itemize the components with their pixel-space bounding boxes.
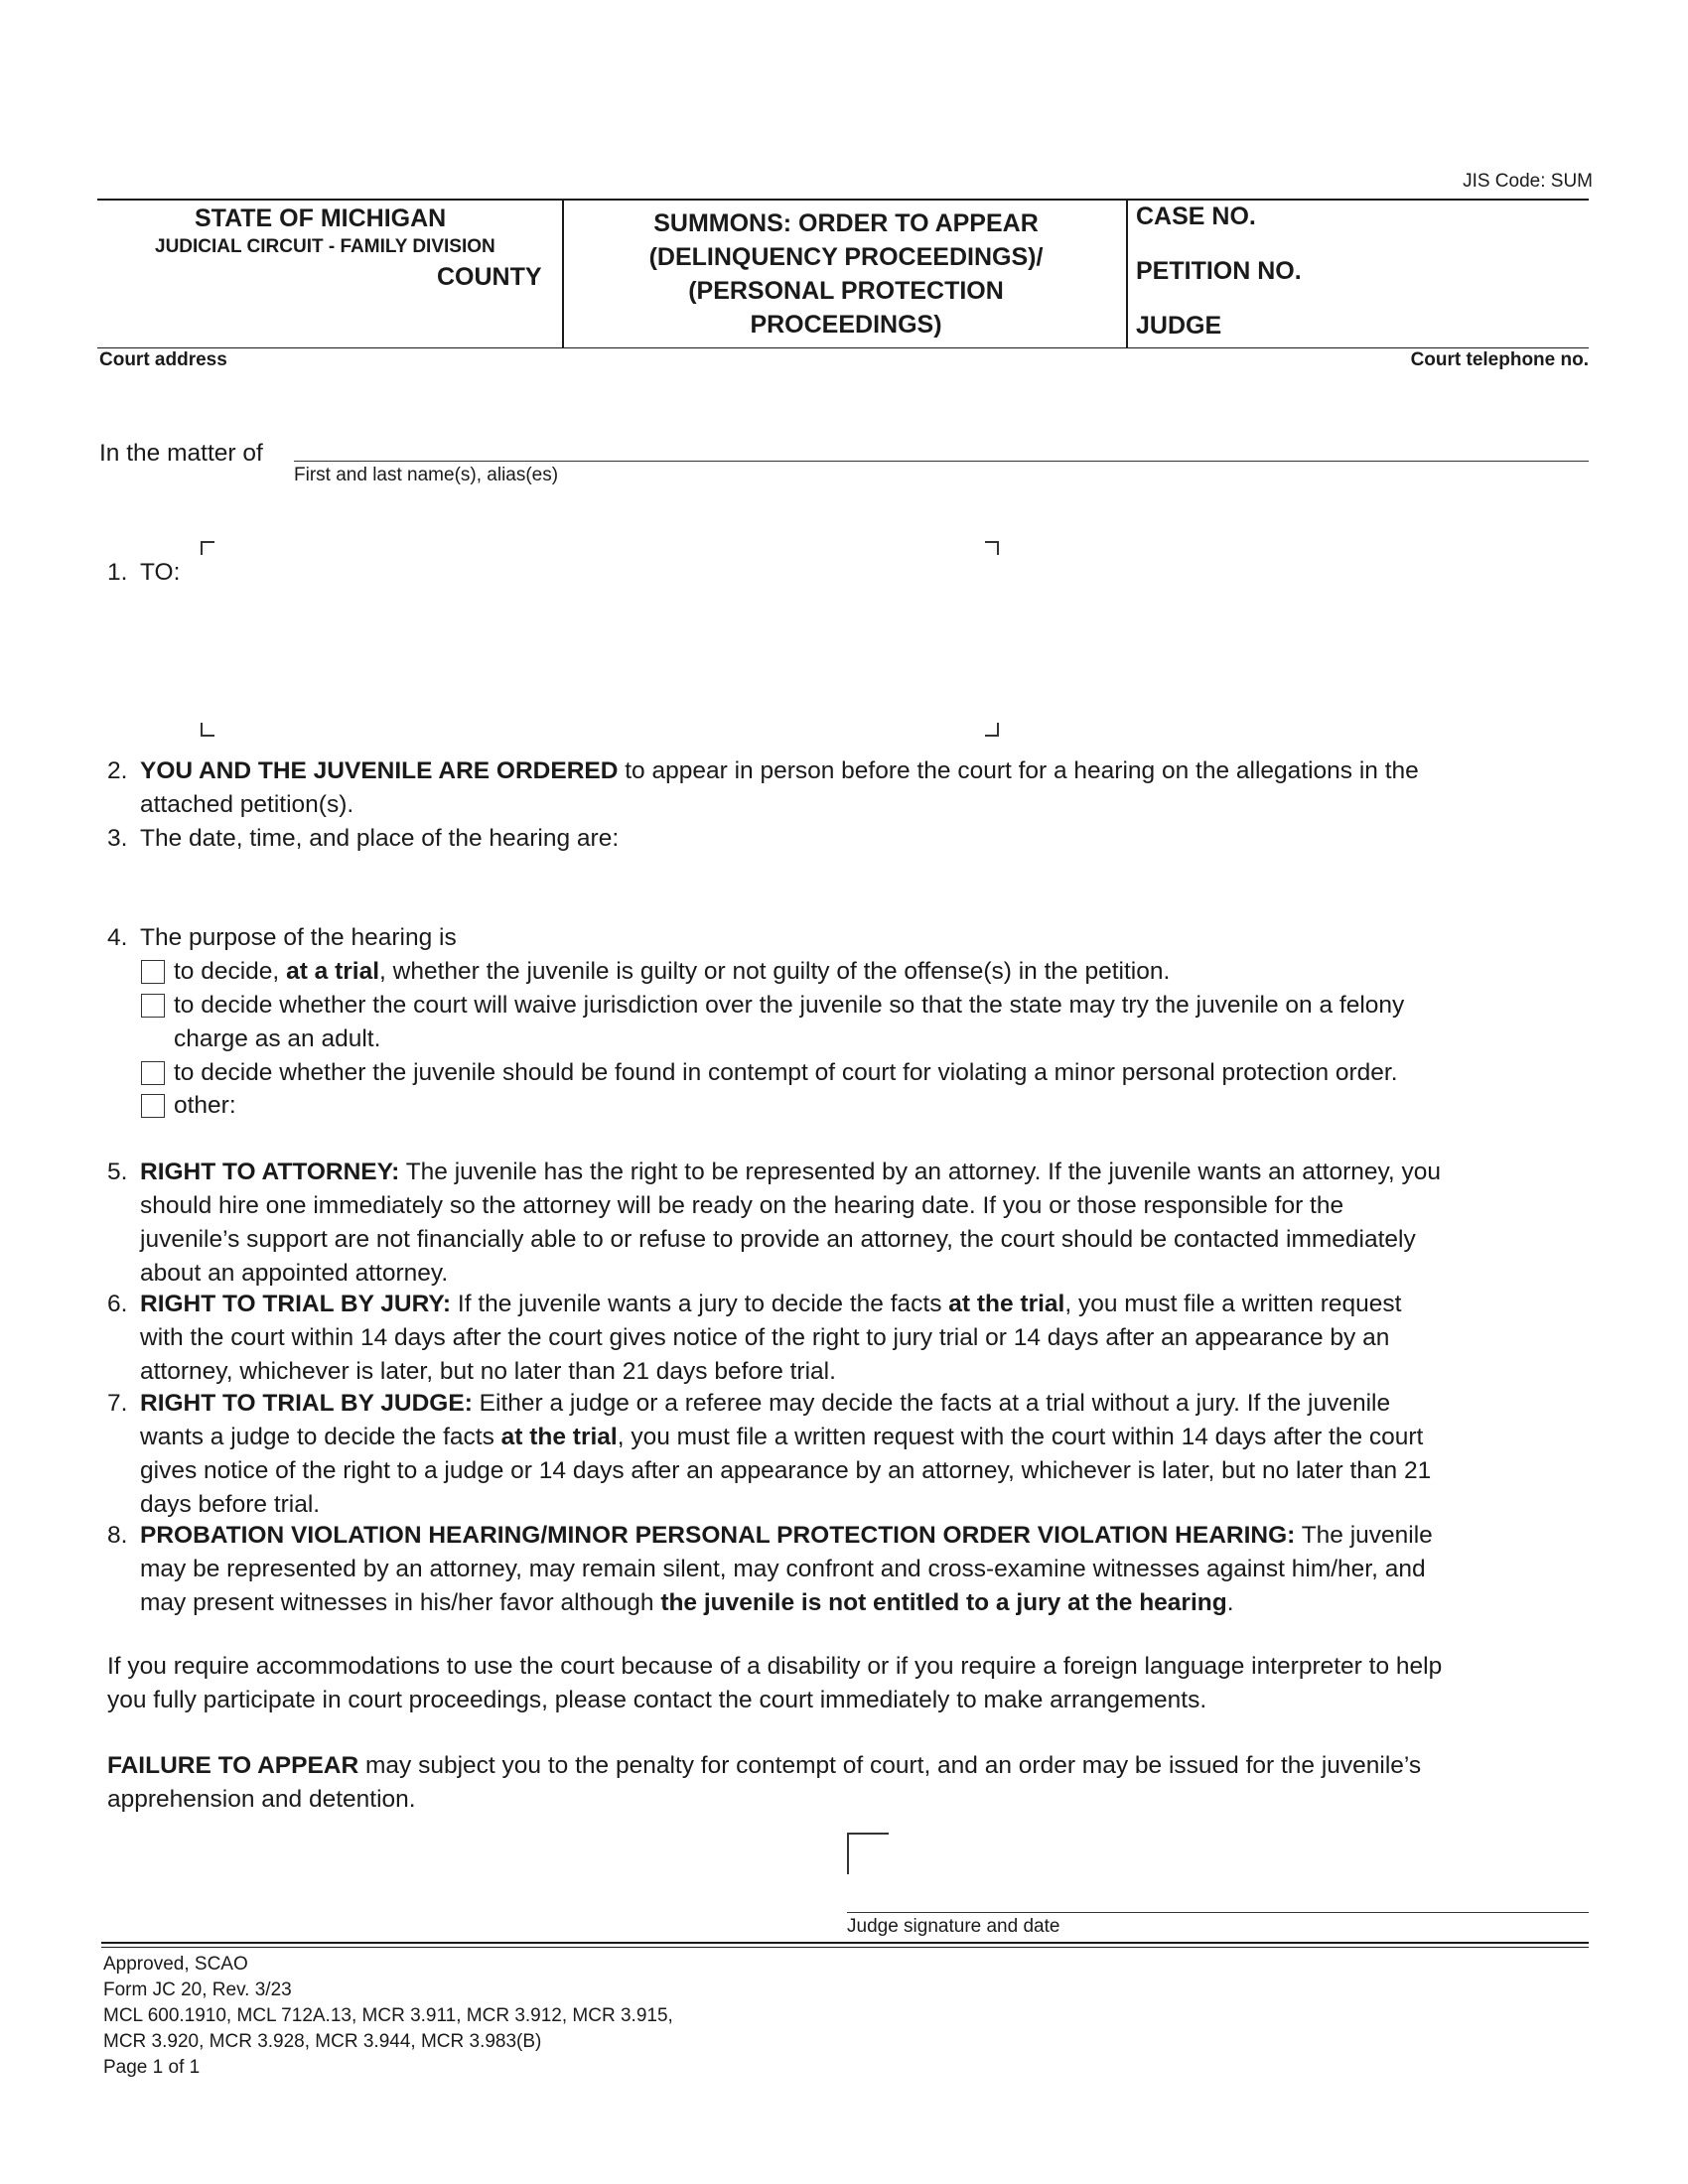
item-3-number: 3. (107, 825, 128, 852)
footer-rule-top (101, 1942, 1589, 1944)
item-2-number: 2. (107, 757, 128, 784)
state-name: STATE OF MICHIGAN (195, 205, 447, 232)
option-other: other: (174, 1092, 236, 1119)
item-7-bold-2: at the trial (500, 1424, 618, 1450)
option-trial-bold: at a trial (286, 958, 380, 985)
petition-no-label: PETITION NO. (1136, 257, 1302, 285)
accommodations-line-1: If you require accommodations to use the court because of a disability or if you require a foreign language interpreter to help (107, 1653, 1443, 1680)
item-8-bold-2: the juvenile is not entitled to a jury at the hearing (660, 1589, 1227, 1616)
item-8-text-b: . (1226, 1589, 1234, 1616)
judge-label: JUDGE (1136, 312, 1222, 340)
form-title-line-4: PROCEEDINGS) (750, 311, 942, 339)
item-2-text: to appear in person before the court for a hearing on the allegations in the (618, 757, 1419, 784)
option-trial (174, 955, 1170, 989)
option-trial-text-a: to decide, (174, 958, 287, 985)
item-8-line-1 (140, 1519, 1433, 1553)
item-5-line-4: about an appointed attorney. (140, 1260, 449, 1287)
item-5-line-3: juvenile’s support are not financially able to or refuse to provide an attorney, the court should be contacted immediately (140, 1226, 1416, 1253)
checkbox-trial[interactable] (141, 960, 165, 984)
form-title-line-3: (PERSONAL PROTECTION (688, 277, 1004, 305)
footer-rule-bottom (101, 1947, 1589, 1948)
header-bottom-rule (97, 347, 1589, 348)
item-7-line-2 (140, 1421, 1423, 1454)
item-6-bold: RIGHT TO TRIAL BY JURY: (140, 1291, 452, 1317)
item-5-text: The juvenile has the right to be represented by an attorney. If the juvenile wants an attorney, you (399, 1159, 1442, 1185)
item-5-line-1 (140, 1156, 1441, 1189)
seal-corner-mark (847, 1833, 889, 1874)
item-6-bold-2: at the trial (948, 1291, 1065, 1317)
item-8-text-a: may present witnesses in his/her favor although (140, 1589, 661, 1616)
option-waive-line-2: charge as an adult. (174, 1025, 381, 1052)
item-7-text-a: wants a judge to decide the facts (140, 1424, 501, 1450)
circuit-label: JUDICIAL CIRCUIT - FAMILY DIVISION (155, 236, 495, 257)
failure-bold: FAILURE TO APPEAR (107, 1752, 359, 1779)
footer-citations-2: MCR 3.920, MCR 3.928, MCR 3.944, MCR 3.983(B) (103, 2031, 542, 2052)
item-3-text: The date, time, and place of the hearing are: (140, 825, 620, 852)
item-2-bold: YOU AND THE JUVENILE ARE ORDERED (140, 757, 619, 784)
footer-approved: Approved, SCAO (103, 1954, 248, 1975)
judge-signature-line[interactable] (847, 1912, 1589, 1913)
item-6-number: 6. (107, 1291, 128, 1317)
checkbox-contempt[interactable] (141, 1061, 165, 1085)
option-contempt: to decide whether the juvenile should be found in contempt of court for violating a minor personal protection order. (174, 1059, 1398, 1086)
header-top-rule (97, 199, 1589, 201)
footer-citations-1: MCL 600.1910, MCL 712A.13, MCR 3.911, MCR 3.912, MCR 3.915, (103, 2005, 673, 2026)
item-2-line-1 (140, 754, 1419, 788)
item-7-line-3: gives notice of the right to a judge or 14 days after an appearance by an attorney, whichever is later, but no later than 21 (140, 1457, 1432, 1484)
item-6-line-2: with the court within 14 days after the court gives notice of the right to jury trial or 14 days after an appearance by an (140, 1324, 1390, 1351)
item-4-number: 4. (107, 924, 128, 951)
matter-name-line[interactable] (294, 461, 1589, 462)
form-title-line-1: SUMMONS: ORDER TO APPEAR (653, 209, 1039, 237)
accommodations-line-2: you fully participate in court proceedings, please contact the court immediately to make arrangements. (107, 1687, 1207, 1713)
matter-caption: First and last name(s), alias(es) (294, 465, 559, 485)
address-field[interactable] (209, 548, 983, 727)
address-corner-bottom-right (985, 723, 999, 737)
option-waive-line-1: to decide whether the court will waive jurisdiction over the juvenile so that the state may try the juvenile on a felony (174, 992, 1405, 1019)
item-6-text-a: If the juvenile wants a jury to decide the facts (451, 1291, 949, 1317)
item-8-line-2: may be represented by an attorney, may remain silent, may confront and cross-examine witnesses against him/her, and (140, 1556, 1426, 1582)
item-8-bold: PROBATION VIOLATION HEARING/MINOR PERSONAL PROTECTION ORDER VIOLATION HEARING: (140, 1522, 1296, 1549)
court-telephone-label: Court telephone no. (1410, 349, 1589, 370)
item-7-number: 7. (107, 1390, 128, 1417)
option-trial-text-b: , whether the juvenile is guilty or not guilty of the offense(s) in the petition. (379, 958, 1171, 985)
item-7-text: Either a judge or a referee may decide the facts at a trial without a jury. If the juvenile (472, 1390, 1391, 1417)
item-1-number: 1. (107, 559, 128, 586)
item-8-number: 8. (107, 1522, 128, 1549)
checkbox-waive-jurisdiction[interactable] (141, 994, 165, 1018)
item-7-line-1 (140, 1387, 1390, 1421)
matter-label: In the matter of (99, 440, 263, 467)
item-7-text-b: , you must file a written request with the court within 14 days after the court (617, 1424, 1424, 1450)
case-no-label: CASE NO. (1136, 203, 1256, 230)
item-7-line-4: days before trial. (140, 1491, 321, 1518)
item-2-line-2: attached petition(s). (140, 791, 354, 818)
form-title-line-2: (DELINQUENCY PROCEEDINGS)/ (648, 243, 1044, 271)
failure-text: may subject you to the penalty for contempt of court, and an order may be issued for the juvenile’s (358, 1752, 1422, 1779)
item-7-bold: RIGHT TO TRIAL BY JUDGE: (140, 1390, 473, 1417)
failure-line-1 (107, 1749, 1421, 1783)
item-6-line-3: attorney, whichever is later, but no later than 21 days before trial. (140, 1358, 836, 1385)
address-corner-top-right (985, 541, 999, 555)
item-5-line-2: should hire one immediately so the attorney will be ready on the hearing date. If you or those responsible for the (140, 1192, 1344, 1219)
checkbox-other[interactable] (141, 1094, 165, 1118)
jis-code: JIS Code: SUM (1463, 171, 1593, 192)
footer-page-number: Page 1 of 1 (103, 2057, 201, 2078)
item-8-text: The juvenile (1295, 1522, 1433, 1549)
item-6-text-b: , you must file a written request (1064, 1291, 1402, 1317)
item-1-label: TO: (140, 559, 181, 586)
item-4-text: The purpose of the hearing is (140, 924, 457, 951)
failure-line-2: apprehension and detention. (107, 1786, 416, 1813)
item-5-number: 5. (107, 1159, 128, 1185)
item-5-bold: RIGHT TO ATTORNEY: (140, 1159, 400, 1185)
footer-form-number: Form JC 20, Rev. 3/23 (103, 1979, 292, 2000)
judge-signature-caption: Judge signature and date (847, 1916, 1060, 1937)
item-8-line-3 (140, 1586, 1234, 1620)
item-6-line-1 (140, 1288, 1401, 1321)
court-address-label: Court address (99, 349, 227, 370)
county-label: COUNTY (437, 263, 542, 291)
